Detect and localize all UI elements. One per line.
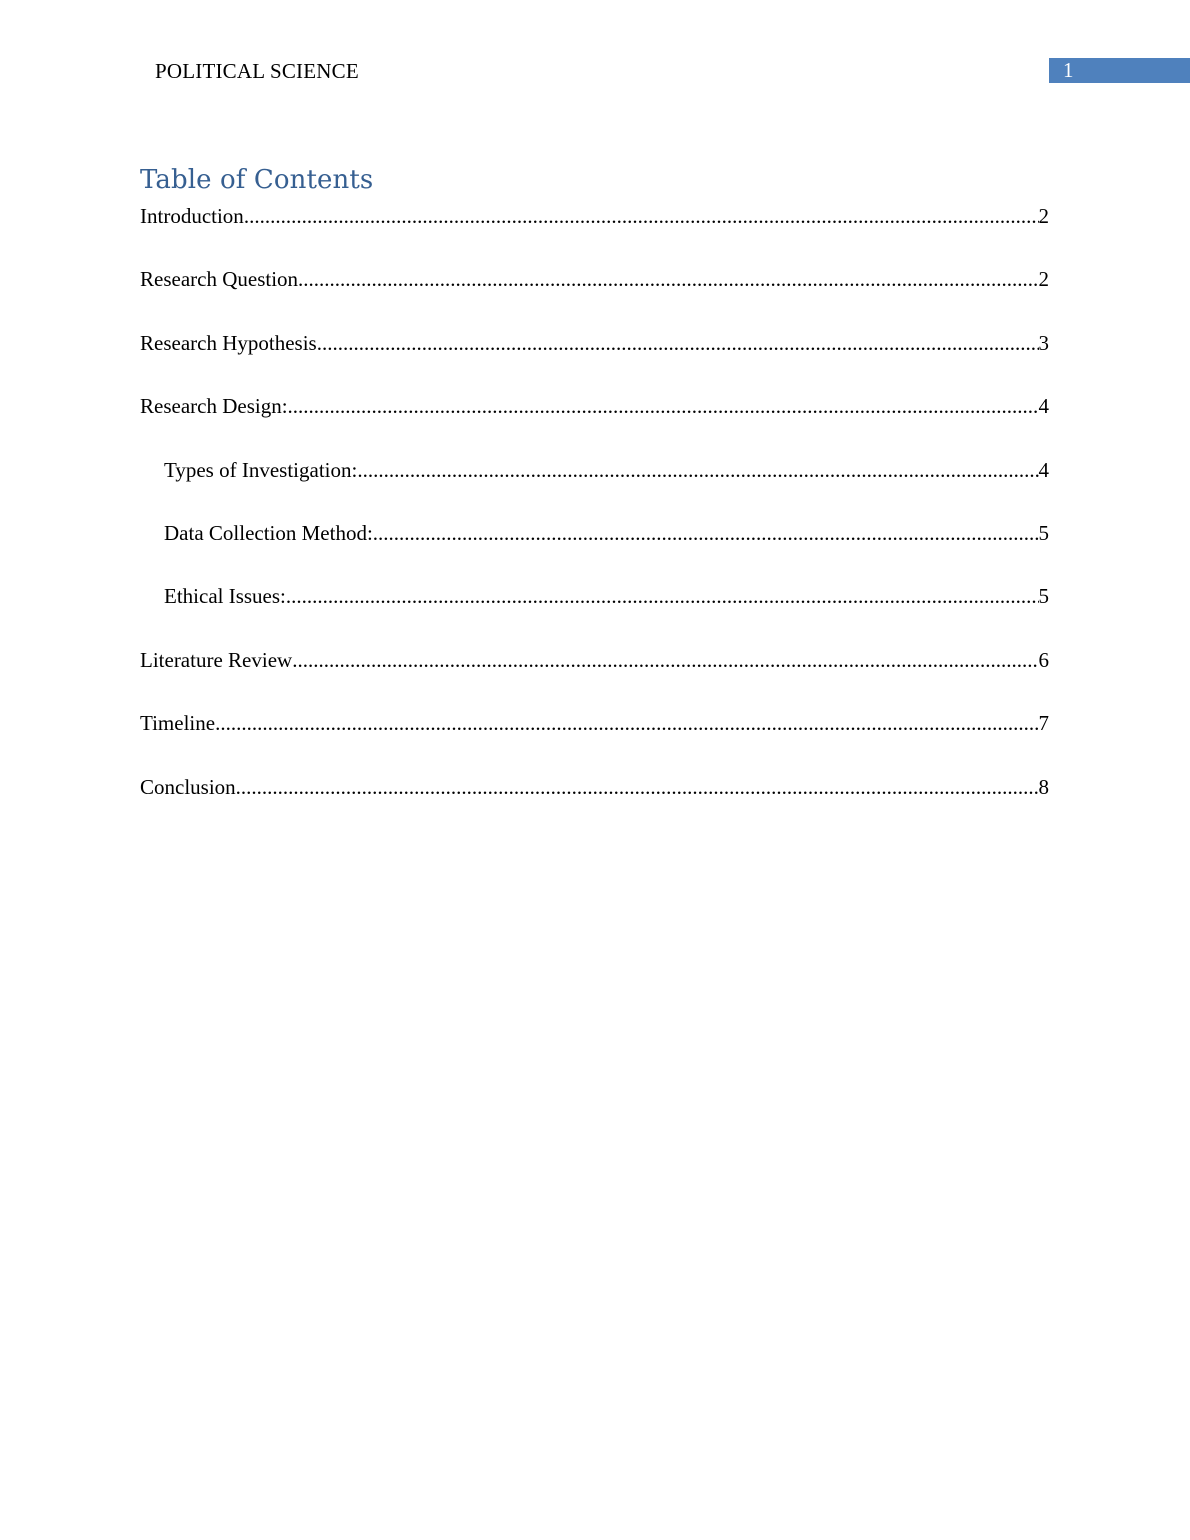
toc-heading: Table of Contents (140, 165, 374, 195)
toc-dot-leader (236, 772, 1039, 802)
toc-dot-leader (292, 645, 1038, 675)
toc-entry-types-of-investigation[interactable] (140, 455, 1049, 518)
toc-dot-leader (288, 391, 1039, 421)
toc-entry-page: 4 (1038, 457, 1049, 482)
toc-entry-data-collection-method[interactable] (140, 518, 1049, 581)
running-head-title: POLITICAL SCIENCE (155, 59, 359, 83)
toc-entry-page: 3 (1038, 330, 1049, 355)
toc-dot-leader (317, 328, 1039, 358)
toc-entry-label: Research Hypothesis (140, 330, 317, 355)
toc-entry-label: Timeline (140, 711, 216, 736)
toc-entry-label: Literature Review (140, 647, 293, 672)
toc-dot-leader (373, 518, 1039, 548)
toc-entry-label: Types of Investigation: (164, 457, 358, 482)
toc-entry-research-design[interactable] (140, 391, 1049, 454)
toc-list (140, 201, 1049, 835)
toc-entry-literature-review[interactable] (140, 645, 1049, 708)
toc-entry-label: Ethical Issues: (164, 584, 286, 609)
toc-entry-research-question[interactable] (140, 264, 1049, 327)
toc-dot-leader (286, 581, 1039, 611)
toc-entry-page: 2 (1038, 204, 1049, 228)
toc-entry-label: Data Collection Method: (164, 520, 373, 545)
toc-dot-leader (298, 264, 1038, 294)
toc-entry-label: Introduction (140, 204, 244, 228)
toc-entry-page: 8 (1038, 774, 1049, 799)
toc-entry-introduction[interactable] (140, 201, 1049, 264)
toc-dot-leader (357, 455, 1038, 485)
toc-entry-label: Conclusion (140, 774, 236, 799)
toc-entry-page: 2 (1038, 267, 1049, 292)
toc-dot-leader (215, 708, 1038, 738)
toc-entry-conclusion[interactable] (140, 772, 1049, 835)
page-number-badge (1049, 58, 1190, 83)
toc-entry-label: Research Question (140, 267, 299, 292)
toc-entry-page: 5 (1038, 520, 1049, 545)
toc-entry-page: 6 (1038, 647, 1049, 672)
toc-entry-page: 7 (1038, 711, 1049, 736)
toc-entry-page: 5 (1038, 584, 1049, 609)
toc-entry-page: 4 (1038, 394, 1049, 419)
toc-dot-leader (244, 201, 1039, 231)
page-number: 1 (1063, 58, 1074, 82)
toc-entry-label: Research Design: (140, 394, 288, 419)
toc-entry-research-hypothesis[interactable] (140, 328, 1049, 391)
toc-entry-ethical-issues[interactable] (140, 581, 1049, 644)
toc-entry-timeline[interactable] (140, 708, 1049, 771)
